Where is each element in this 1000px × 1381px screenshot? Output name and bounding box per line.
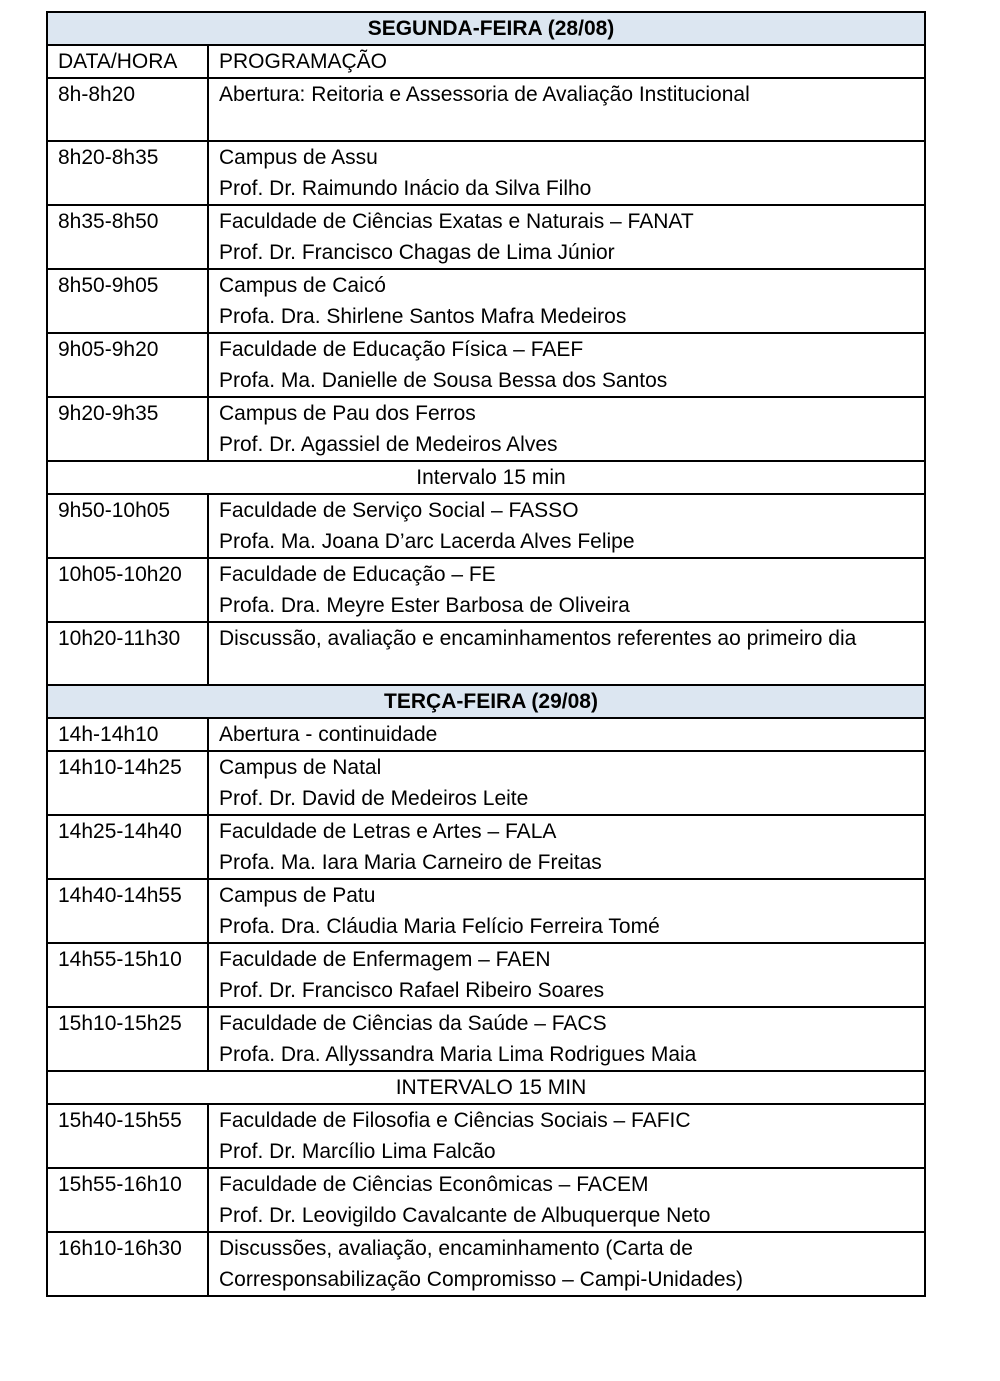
program-speaker: Profa. Ma. Iara Maria Carneiro de Freitas	[219, 851, 602, 874]
program-title: Abertura: Reitoria e Assessoria de Avaliação Institucional	[219, 83, 750, 106]
program-cell	[208, 1007, 925, 1071]
break-row	[47, 1071, 925, 1104]
schedule-row	[47, 1232, 925, 1296]
program-title: Discussão, avaliação e encaminhamentos referentes ao primeiro dia	[219, 627, 857, 650]
program-cell	[208, 333, 925, 397]
schedule-row	[47, 1104, 925, 1168]
program-speaker: Prof. Dr. Raimundo Inácio da Silva Filho	[219, 177, 592, 200]
day-header-row	[47, 685, 925, 718]
program-speaker: Profa. Ma. Danielle de Sousa Bessa dos Santos	[219, 369, 668, 392]
day-title: TERÇA-FEIRA (29/08)	[47, 685, 925, 718]
break-label: INTERVALO 15 MIN	[47, 1071, 925, 1104]
program-title: Faculdade de Educação Física – FAEF	[219, 338, 584, 361]
program-cell	[208, 269, 925, 333]
program-speaker: Profa. Dra. Shirlene Santos Mafra Medeiros	[219, 305, 627, 328]
schedule-row	[47, 751, 925, 815]
program-speaker: Profa. Dra. Allyssandra Maria Lima Rodrigues Maia	[219, 1043, 697, 1066]
program-cell	[208, 494, 925, 558]
program-title: Faculdade de Enfermagem – FAEN	[219, 948, 551, 971]
day-title: SEGUNDA-FEIRA (28/08)	[47, 12, 925, 45]
schedule-row	[47, 78, 925, 141]
program-cell	[208, 1168, 925, 1232]
time-slot: 9h50-10h05	[47, 494, 208, 558]
time-slot: 14h55-15h10	[47, 943, 208, 1007]
program-speaker: Profa. Dra. Cláudia Maria Felício Ferreira Tomé	[219, 915, 660, 938]
program-title: Abertura - continuidade	[219, 723, 438, 746]
program-speaker: Prof. Dr. Francisco Chagas de Lima Júnior	[219, 241, 615, 264]
schedule-table	[46, 11, 926, 1297]
day-header-row	[47, 12, 925, 45]
program-speaker: Prof. Dr. Leovigildo Cavalcante de Albuquerque Neto	[219, 1204, 711, 1227]
program-speaker: Profa. Ma. Joana D’arc Lacerda Alves Felipe	[219, 530, 635, 553]
column-header-row	[47, 45, 925, 78]
time-slot: 10h20-11h30	[47, 622, 208, 685]
schedule-row	[47, 269, 925, 333]
column-header-program: PROGRAMAÇÃO	[208, 45, 925, 78]
schedule-row	[47, 879, 925, 943]
time-slot: 9h20-9h35	[47, 397, 208, 461]
program-title: Campus de Caicó	[219, 274, 386, 297]
schedule-row	[47, 943, 925, 1007]
schedule-row	[47, 205, 925, 269]
program-title: Faculdade de Educação – FE	[219, 563, 496, 586]
program-title: Campus de Natal	[219, 756, 382, 779]
schedule-row	[47, 397, 925, 461]
time-slot: 14h25-14h40	[47, 815, 208, 879]
program-cell	[208, 879, 925, 943]
program-cell	[208, 718, 925, 751]
program-cell	[208, 815, 925, 879]
program-speaker: Profa. Dra. Meyre Ester Barbosa de Oliveira	[219, 594, 630, 617]
program-title: Faculdade de Filosofia e Ciências Sociais – FAFIC	[219, 1109, 691, 1132]
program-title: Faculdade de Serviço Social – FASSO	[219, 499, 579, 522]
program-title: Campus de Pau dos Ferros	[219, 402, 476, 425]
time-slot: 16h10-16h30	[47, 1232, 208, 1296]
schedule-row	[47, 141, 925, 205]
schedule-row	[47, 558, 925, 622]
time-slot: 14h-14h10	[47, 718, 208, 751]
program-cell	[208, 1104, 925, 1168]
program-cell	[208, 943, 925, 1007]
column-header-time: DATA/HORA	[47, 45, 208, 78]
schedule-row	[47, 494, 925, 558]
program-cell	[208, 141, 925, 205]
time-slot: 10h05-10h20	[47, 558, 208, 622]
time-slot: 8h20-8h35	[47, 141, 208, 205]
program-speaker: Prof. Dr. Marcílio Lima Falcão	[219, 1140, 496, 1163]
schedule-row	[47, 622, 925, 685]
schedule-row	[47, 333, 925, 397]
time-slot: 15h55-16h10	[47, 1168, 208, 1232]
program-title: Campus de Assu	[219, 146, 378, 169]
time-slot: 15h10-15h25	[47, 1007, 208, 1071]
program-cell	[208, 558, 925, 622]
program-speaker: Corresponsabilização Compromisso – Campi-Unidades)	[219, 1268, 744, 1291]
program-cell	[208, 622, 925, 685]
time-slot: 9h05-9h20	[47, 333, 208, 397]
schedule-row	[47, 815, 925, 879]
program-cell	[208, 1232, 925, 1296]
time-slot: 8h50-9h05	[47, 269, 208, 333]
program-title: Faculdade de Letras e Artes – FALA	[219, 820, 557, 843]
program-title: Faculdade de Ciências da Saúde – FACS	[219, 1012, 607, 1035]
time-slot: 14h10-14h25	[47, 751, 208, 815]
program-speaker: Prof. Dr. Francisco Rafael Ribeiro Soares	[219, 979, 605, 1002]
break-label: Intervalo 15 min	[47, 461, 925, 494]
schedule-row	[47, 718, 925, 751]
program-title: Faculdade de Ciências Exatas e Naturais – FANAT	[219, 210, 694, 233]
program-title: Faculdade de Ciências Econômicas – FACEM	[219, 1173, 649, 1196]
program-cell	[208, 78, 925, 141]
schedule-row	[47, 1168, 925, 1232]
program-cell	[208, 205, 925, 269]
program-speaker: Prof. Dr. David de Medeiros Leite	[219, 787, 529, 810]
program-title: Campus de Patu	[219, 884, 376, 907]
time-slot: 15h40-15h55	[47, 1104, 208, 1168]
time-slot: 14h40-14h55	[47, 879, 208, 943]
program-cell	[208, 751, 925, 815]
schedule-row	[47, 1007, 925, 1071]
schedule-body	[47, 12, 925, 1296]
break-row	[47, 461, 925, 494]
time-slot: 8h-8h20	[47, 78, 208, 141]
program-speaker: Prof. Dr. Agassiel de Medeiros Alves	[219, 433, 558, 456]
program-title: Discussões, avaliação, encaminhamento (Carta de	[219, 1237, 693, 1260]
program-cell	[208, 397, 925, 461]
time-slot: 8h35-8h50	[47, 205, 208, 269]
